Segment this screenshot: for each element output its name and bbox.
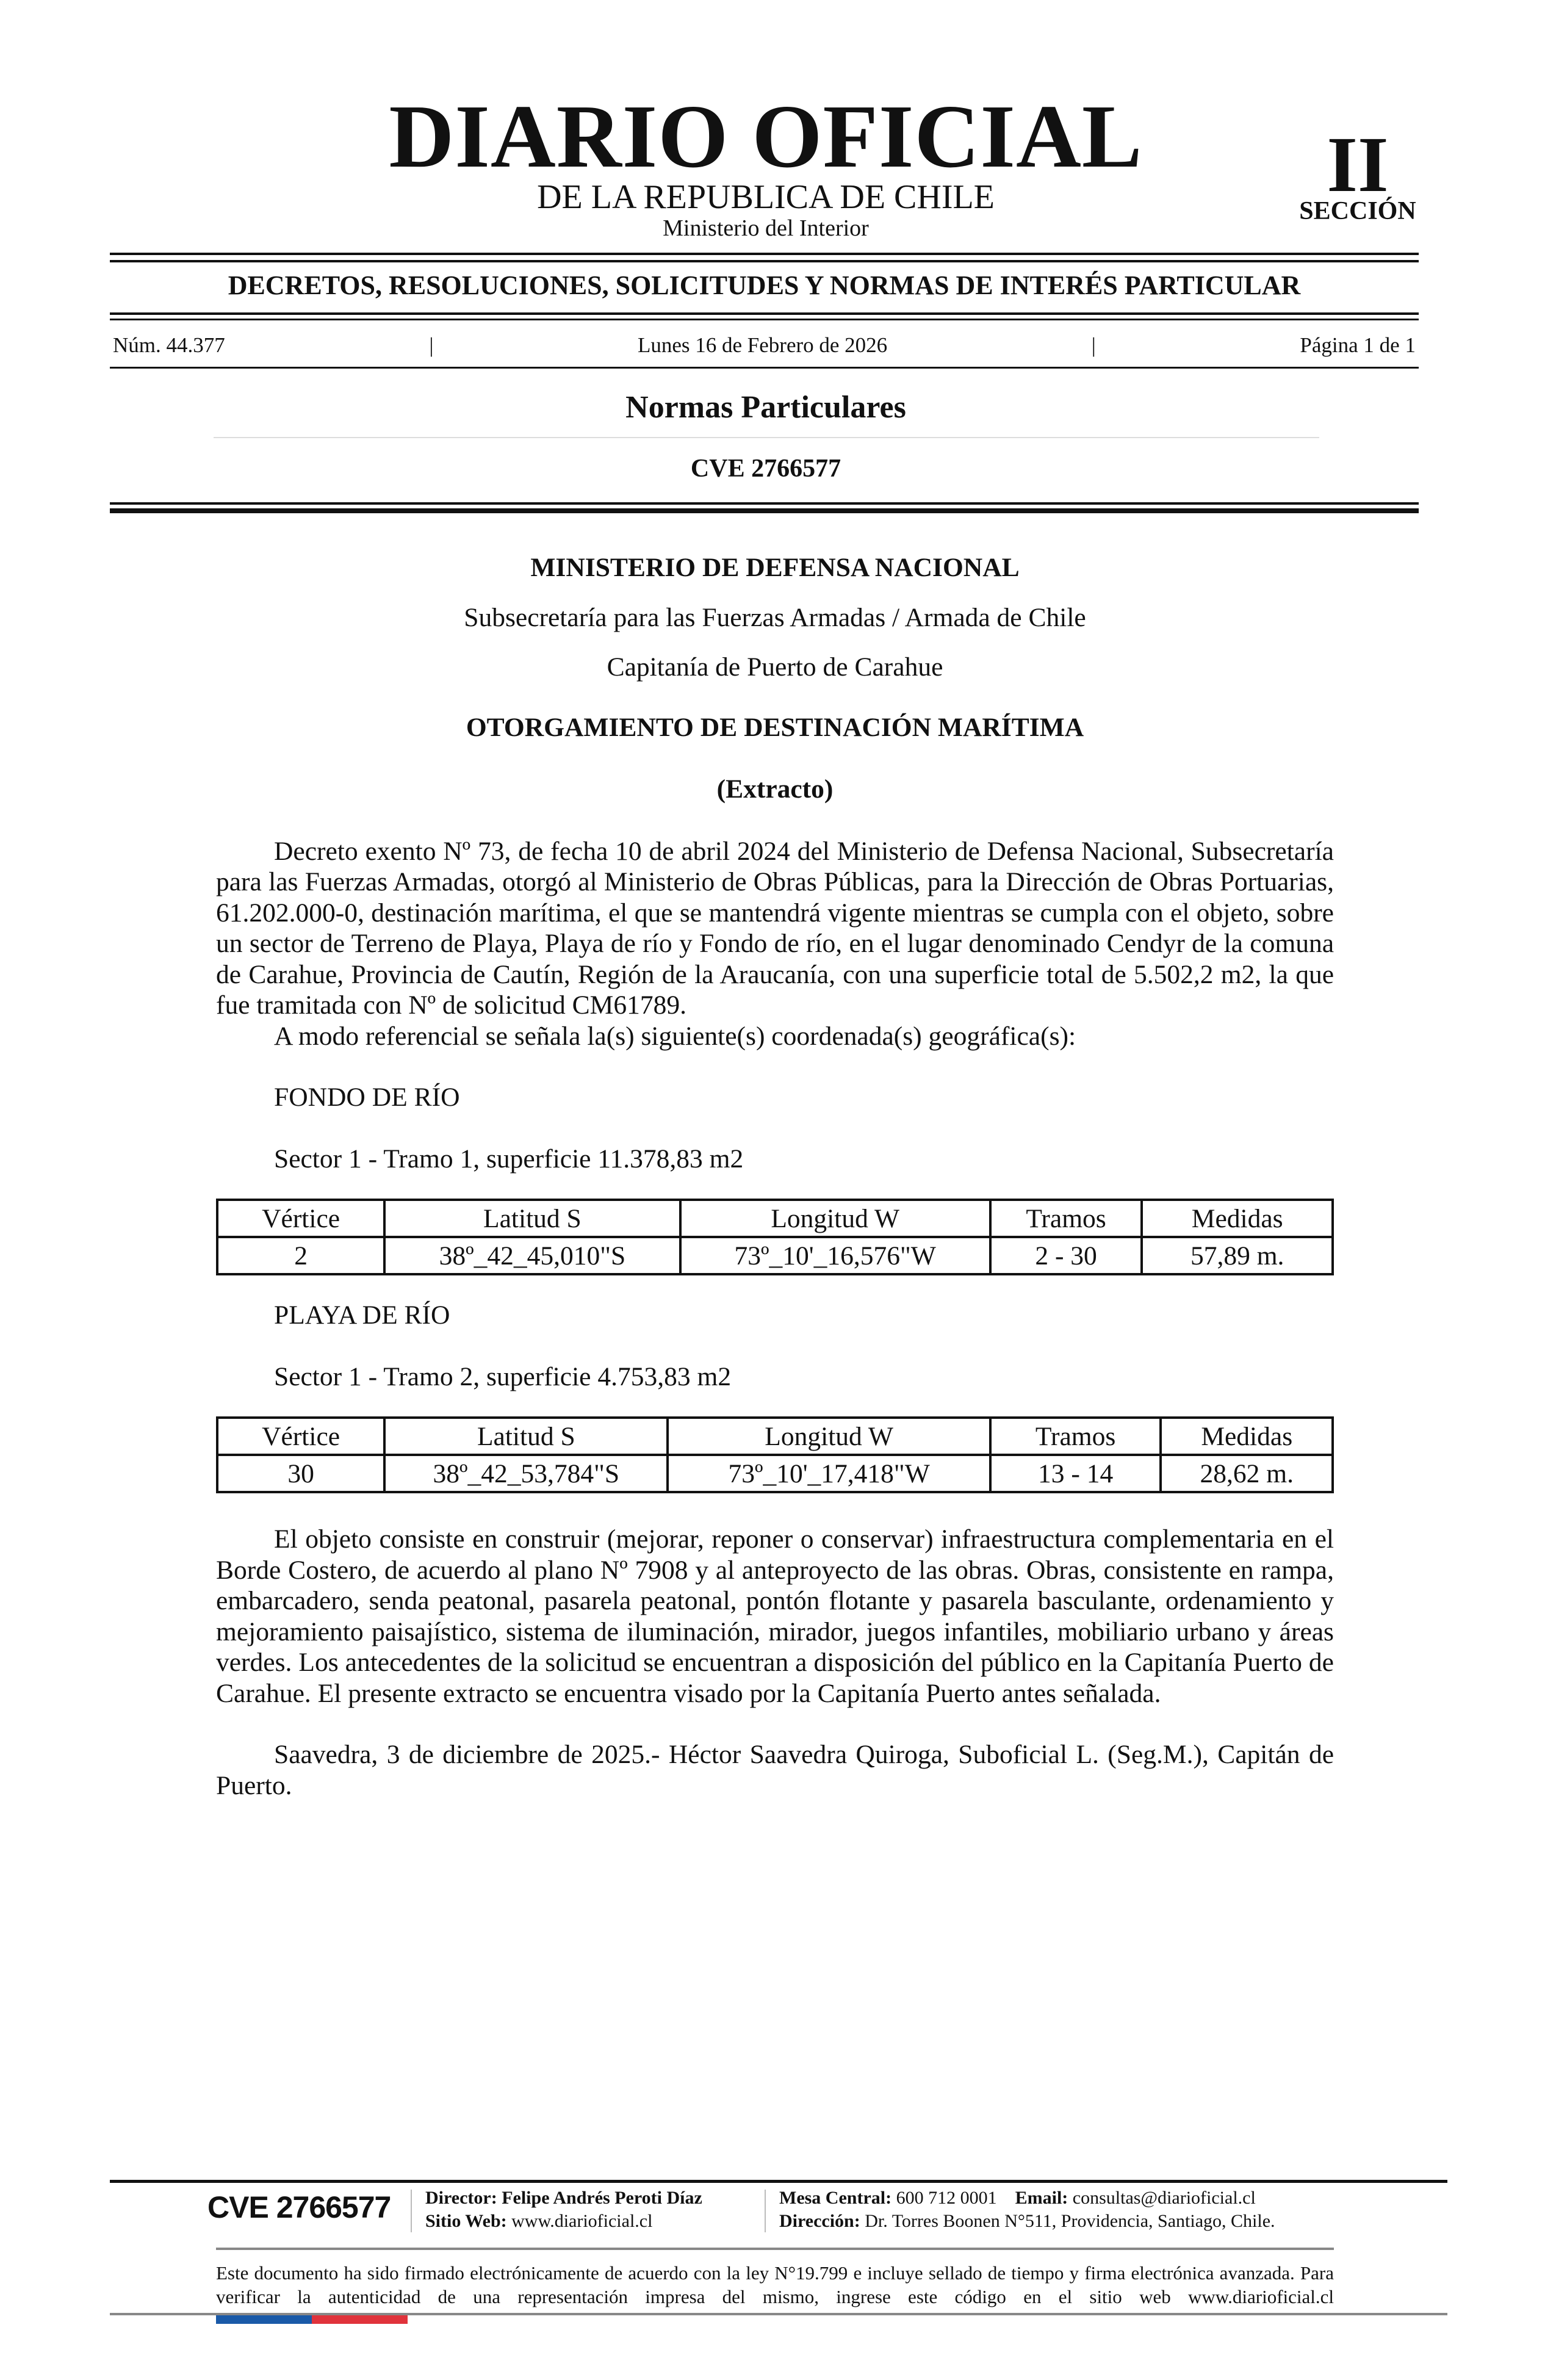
divider bbox=[110, 260, 1419, 262]
doc-paragraph: A modo referencial se señala la(s) siguiente(s) coordenada(s) geográfica(s): bbox=[274, 1021, 1076, 1051]
document-body bbox=[216, 552, 1334, 1801]
column-header: Tramos bbox=[990, 1418, 1161, 1455]
sector-description: Sector 1 - Tramo 2, superficie 4.753,83 m2 bbox=[274, 1361, 732, 1391]
divider bbox=[411, 2190, 412, 2232]
director-label: Director: bbox=[425, 2188, 497, 2208]
doc-paragraph: Decreto exento Nº 73, de fecha 10 de abril 2024 del Ministerio de Defensa Nacional, Subsecretaría para las Fuerzas Armadas, otorgó al Ministerio de Obras Públicas, para la Dirección de Obras Portuarias, 61.202.000-0, destinación marítima, el que se mantendrá vigente mientras se cumpla con el objeto, sobre un sector de Terreno de Playa, Playa de río y Fondo de río, en el lugar denominado Cendyr de la comuna de Carahue, Provincia de Cautín, Región de la Araucanía, con una superficie total de 5.502,2 m2, la que fue tramitada con Nº de solicitud CM61789. bbox=[216, 836, 1334, 1020]
divider bbox=[110, 367, 1419, 369]
flag-stripe-blue bbox=[216, 2315, 312, 2324]
section-heading: FONDO DE RÍO bbox=[274, 1083, 460, 1112]
table-cell: 2 bbox=[217, 1237, 384, 1274]
email-link[interactable]: consultas@diarioficial.cl bbox=[1072, 2188, 1256, 2208]
table-cell: 57,89 m. bbox=[1142, 1237, 1333, 1274]
divider bbox=[214, 437, 1319, 438]
divider bbox=[110, 312, 1419, 315]
footer-contact-block bbox=[779, 2187, 1275, 2233]
column-header: Vértice bbox=[217, 1200, 384, 1237]
address-label: Dirección: bbox=[779, 2211, 860, 2231]
phone: 600 712 0001 bbox=[896, 2188, 997, 2208]
masthead-subtitle: DE LA REPUBLICA DE CHILE bbox=[537, 178, 995, 216]
table-cell: 73º_10'_16,576"W bbox=[680, 1237, 990, 1274]
doc-capitania: Capitanía de Puerto de Carahue bbox=[607, 652, 943, 682]
divider bbox=[765, 2190, 766, 2232]
column-header: Longitud W bbox=[680, 1200, 990, 1237]
table-header-row bbox=[217, 1418, 1333, 1455]
section-number: II bbox=[1327, 121, 1389, 209]
footer-legal-notice: Este documento ha sido firmado electrónicamente de acuerdo con la ley N°19.799 e incluye sellado de tiempo y firma electrónica avanzada. Para verificar la autenticidad de una representación impresa del mismo, ingrese este código en el sitio web www.diarioficial.cl bbox=[216, 2262, 1334, 2307]
table-header-row bbox=[217, 1200, 1333, 1237]
table-row bbox=[217, 1237, 1333, 1274]
sector-description: Sector 1 - Tramo 1, superficie 11.378,83 m2 bbox=[274, 1144, 744, 1174]
column-header: Medidas bbox=[1142, 1200, 1333, 1237]
doc-signature: Saavedra, 3 de diciembre de 2025.- Héctor Saavedra Quiroga, Suboficial L. (Seg.M.), Capitán de Puerto. bbox=[216, 1740, 1334, 1800]
table-cell: 2 - 30 bbox=[990, 1237, 1142, 1274]
director-name: Felipe Andrés Peroti Díaz bbox=[502, 2188, 702, 2208]
table-cell: 38º_42_45,010"S bbox=[384, 1237, 680, 1274]
issue-number: Núm. 44.377 bbox=[113, 333, 225, 357]
column-header: Latitud S bbox=[384, 1200, 680, 1237]
band-title: DECRETOS, RESOLUCIONES, SOLICITUDES Y NORMAS DE INTERÉS PARTICULAR bbox=[228, 270, 1301, 300]
coordinates-table bbox=[216, 1416, 1334, 1493]
flag-stripe-red bbox=[312, 2315, 408, 2324]
table-cell: 30 bbox=[217, 1455, 384, 1492]
divider bbox=[110, 253, 1419, 255]
table-cell: 38º_42_53,784"S bbox=[384, 1455, 668, 1492]
issue-date: Lunes 16 de Febrero de 2026 bbox=[637, 333, 888, 357]
email-label: Email: bbox=[1015, 2188, 1068, 2208]
column-header: Vértice bbox=[217, 1418, 384, 1455]
table-cell: 13 - 14 bbox=[990, 1455, 1161, 1492]
footer-divider bbox=[216, 2248, 1334, 2250]
page-number: Página 1 de 1 bbox=[1300, 333, 1416, 357]
column-header: Latitud S bbox=[384, 1418, 668, 1455]
footer-divider bbox=[110, 2180, 1447, 2183]
meta-separator: | bbox=[1091, 333, 1096, 357]
phone-label: Mesa Central: bbox=[779, 2188, 892, 2208]
section-heading: PLAYA DE RÍO bbox=[274, 1300, 450, 1330]
divider bbox=[110, 502, 1419, 505]
column-header: Tramos bbox=[990, 1200, 1142, 1237]
doc-title: OTORGAMIENTO DE DESTINACIÓN MARÍTIMA bbox=[466, 712, 1084, 742]
masthead-title: DIARIO OFICIAL bbox=[389, 87, 1143, 187]
doc-subsecretaria: Subsecretaría para las Fuerzas Armadas / Armada de Chile bbox=[464, 602, 1086, 632]
section-label: SECCIÓN bbox=[1299, 197, 1416, 225]
footer-cve: CVE 2766577 bbox=[207, 2190, 391, 2224]
cve-code: CVE 2766577 bbox=[690, 455, 841, 483]
web-label: Sitio Web: bbox=[425, 2211, 507, 2231]
table-cell: 28,62 m. bbox=[1161, 1455, 1333, 1492]
divider bbox=[110, 319, 1419, 320]
divider bbox=[110, 508, 1419, 513]
table-row bbox=[217, 1455, 1333, 1492]
doc-paragraph: El objeto consiste en construir (mejorar, reponer o conservar) infraestructura complementaria en el Borde Costero, de acuerdo al plano Nº 7908 y al anteproyecto de las obras. Obras, consistente en rampa, embarcadero, senda peatonal, pasarela peatonal, pontón flotante y pasarela basculante, ordenamiento y mejoramiento paisajístico, sistema de iluminación, mirador, juegos infantiles, mobiliario urbano y áreas verdes. Los antecedentes de la solicitud se encuentran a disposición del público en la Capitanía Puerto de Carahue. El presente extracto se encuentra visado por la Capitanía Puerto antes señalada. bbox=[216, 1524, 1334, 1708]
column-header: Medidas bbox=[1161, 1418, 1333, 1455]
category-title: Normas Particulares bbox=[625, 390, 906, 425]
footer-director-block bbox=[425, 2187, 702, 2233]
masthead-ministry: Ministerio del Interior bbox=[663, 215, 869, 241]
web-link[interactable]: www.diarioficial.cl bbox=[511, 2211, 653, 2231]
table-cell: 73º_10'_17,418"W bbox=[668, 1455, 990, 1492]
issue-meta bbox=[113, 334, 1416, 356]
address: Dr. Torres Boonen N°511, Providencia, Santiago, Chile. bbox=[865, 2211, 1275, 2231]
doc-ministry: MINISTERIO DE DEFENSA NACIONAL bbox=[530, 553, 1020, 582]
doc-extract-label: (Extracto) bbox=[716, 774, 834, 804]
coordinates-table bbox=[216, 1199, 1334, 1275]
column-header: Longitud W bbox=[668, 1418, 990, 1455]
meta-separator: | bbox=[429, 333, 434, 357]
